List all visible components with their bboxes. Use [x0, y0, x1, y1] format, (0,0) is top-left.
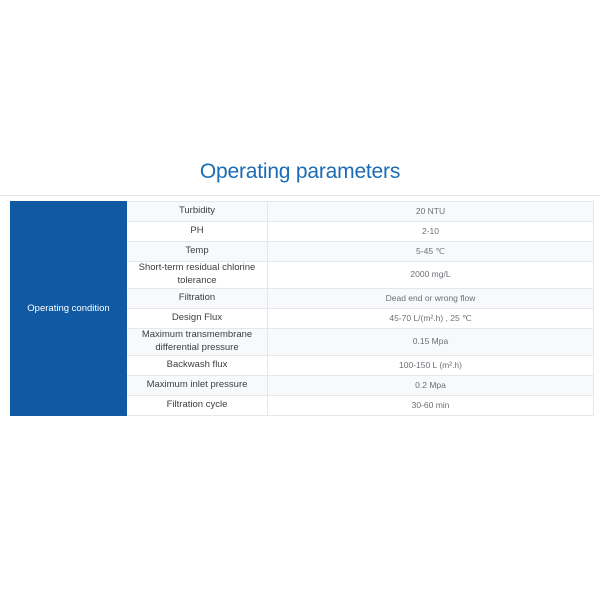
parameter-label: Maximum transmembrane differential pressure [127, 329, 268, 356]
parameter-label: Filtration [127, 289, 268, 309]
parameter-value: Dead end or wrong flow [268, 289, 594, 309]
parameter-label: PH [127, 222, 268, 242]
parameter-value: 45-70 L/(m².h) , 25 ℃ [268, 309, 594, 329]
operating-parameters-table [10, 201, 594, 416]
parameter-value: 5-45 ℃ [268, 242, 594, 262]
parameter-label: Turbidity [127, 202, 268, 222]
operating-parameters-table-wrapper [10, 201, 594, 416]
parameter-value: 0.15 Mpa [268, 329, 594, 356]
table-row [11, 202, 594, 222]
parameter-value: 20 NTU [268, 202, 594, 222]
parameter-value: 2000 mg/L [268, 262, 594, 289]
parameter-label: Temp [127, 242, 268, 262]
parameter-label: Filtration cycle [127, 396, 268, 416]
parameter-label: Maximum inlet pressure [127, 376, 268, 396]
parameter-label: Backwash flux [127, 356, 268, 376]
parameter-label: Short-term residual chlorine tolerance [127, 262, 268, 289]
header-divider [0, 195, 600, 196]
parameter-value: 0.2 Mpa [268, 376, 594, 396]
category-cell: Operating condition [11, 202, 127, 416]
parameter-value: 2-10 [268, 222, 594, 242]
parameter-label: Design Flux [127, 309, 268, 329]
parameter-value: 100-150 L (m².h) [268, 356, 594, 376]
parameter-value: 30-60 min [268, 396, 594, 416]
page-title: Operating parameters [199, 160, 401, 183]
table-body [11, 202, 594, 416]
